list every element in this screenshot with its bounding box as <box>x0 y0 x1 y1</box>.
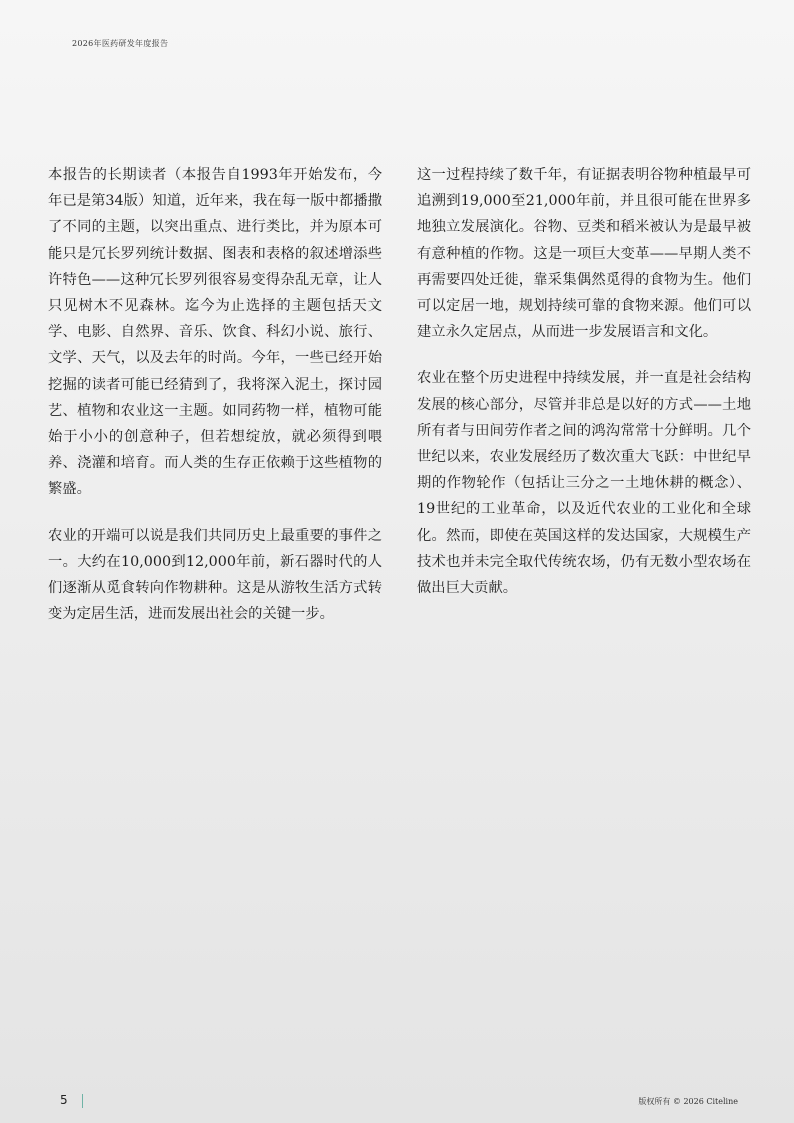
right-text-column <box>417 162 751 621</box>
running-header-title: 2026年医药研发年度报告 <box>72 39 169 48</box>
body-paragraph: 这一过程持续了数千年，有证据表明谷物种植最早可追溯到19,000至21,000年前，并且很可能在世界多地独立发展演化。谷物、豆类和稻米被认为是最早被有意种植的作物。这是一项巨大变革——早期人类不再需要四处迁徙，靠采集偶然觅得的食物为生。他们可以定居一地，规划持续可靠的食物来源。他们可以建立永久定居点，从而进一步发展语言和文化。 <box>417 167 751 341</box>
footer-divider <box>82 1094 83 1108</box>
body-paragraph: 本报告的长期读者（本报告自1993年开始发布，今年已是第34版）知道，近年来，我在每一版中都播撒了不同的主题，以突出重点、进行类比，并为原本可能只是冗长罗列统计数据、图表和表格的叙述增添些许特色——这种冗长罗列很容易变得杂乱无章，让人只见树木不见森林。迄今为止选择的主题包括天文学、电影、自然界、音乐、饮食、科幻小说、旅行、文学、天气，以及去年的时尚。今年，一些已经开始挖掘的读者可能已经猜到了，我将深入泥土，探讨园艺、植物和农业这一主题。如同药物一样，植物可能始于小小的创意种子，但若想绽放，就必须得到喂养、浇灌和培育。而人类的生存正依赖于这些植物的繁盛。 <box>48 167 382 498</box>
page-number: 5 <box>60 1093 68 1107</box>
copyright-notice: 版权所有 © 2026 Citeline <box>638 1097 738 1106</box>
body-paragraph: 农业的开端可以说是我们共同历史上最重要的事件之一。大约在10,000到12,000年前，新石器时代的人们逐渐从觅食转向作物耕种。这是从游牧生活方式转变为定居生活，进而发展出社会的关键一步。 <box>48 527 382 623</box>
left-text-column <box>48 162 382 647</box>
body-paragraph: 农业在整个历史进程中持续发展，并一直是社会结构发展的核心部分，尽管并非总是以好的方式——土地所有者与田间劳作者之间的鸿沟常常十分鲜明。几个世纪以来，农业发展经历了数次重大飞跃：中世纪早期的作物轮作（包括让三分之一土地休耕的概念）、19世纪的工业革命，以及近代农业的工业化和全球化。然而，即使在英国这样的发达国家，大规模生产技术也并未完全取代传统农场，仍有无数小型农场在做出巨大贡献。 <box>417 370 751 597</box>
